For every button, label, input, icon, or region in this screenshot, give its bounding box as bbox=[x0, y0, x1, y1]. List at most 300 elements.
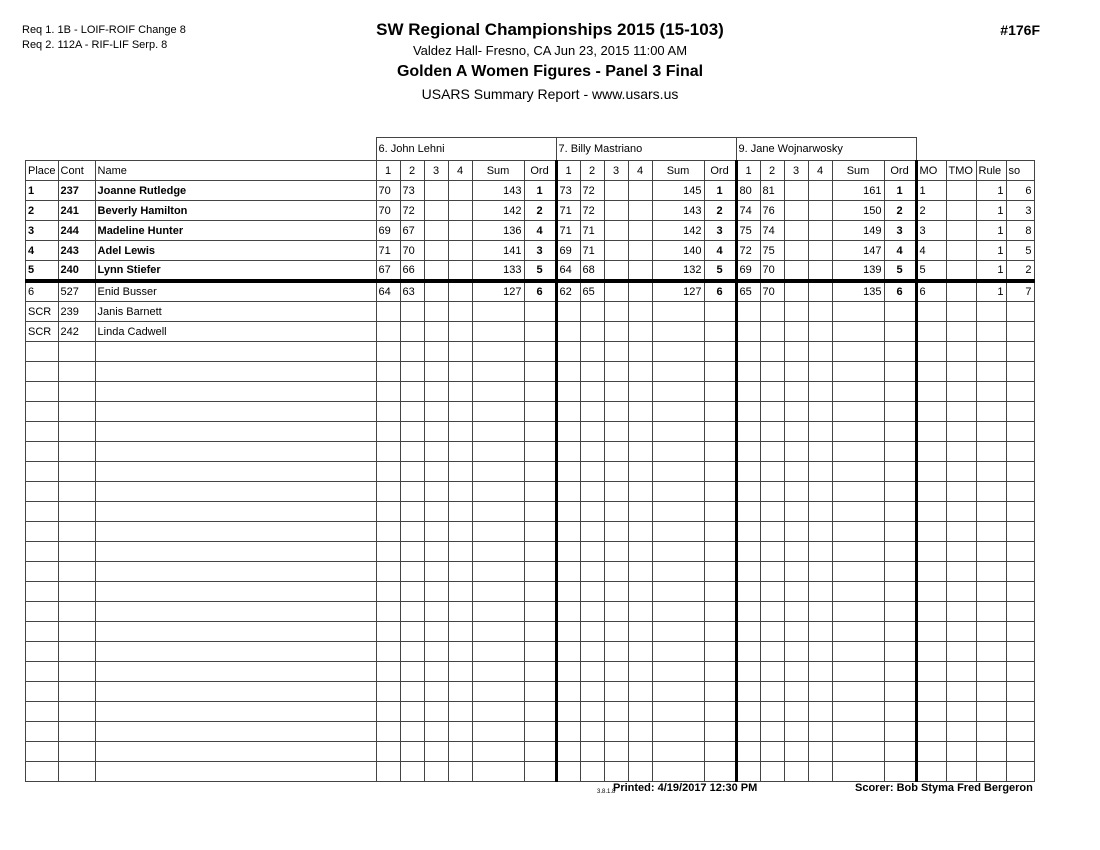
judge-name-header: 7. Billy Mastriano bbox=[556, 138, 736, 161]
cell-empty bbox=[376, 522, 400, 542]
cell-majority-ordinal: 1 bbox=[916, 181, 946, 201]
cell-empty bbox=[916, 442, 946, 462]
cell-score bbox=[760, 302, 784, 322]
cell-empty bbox=[628, 542, 652, 562]
cell-empty bbox=[26, 742, 59, 762]
cell-empty bbox=[95, 702, 376, 722]
cell-empty bbox=[26, 342, 59, 362]
cell-empty bbox=[376, 562, 400, 582]
cell-empty bbox=[95, 562, 376, 582]
cell-score bbox=[376, 302, 400, 322]
cell-empty bbox=[628, 582, 652, 602]
cell-empty bbox=[424, 762, 448, 782]
cell-empty bbox=[26, 362, 59, 382]
cell-empty bbox=[400, 662, 424, 682]
cell-empty bbox=[946, 642, 976, 662]
cell-empty bbox=[946, 502, 976, 522]
cell-tmo bbox=[946, 281, 976, 302]
cell-empty bbox=[736, 442, 760, 462]
cell-contestant-number: 237 bbox=[58, 181, 95, 201]
cell-empty bbox=[946, 562, 976, 582]
cell-empty bbox=[976, 462, 1006, 482]
cell-empty bbox=[976, 682, 1006, 702]
cell-sum: 133 bbox=[472, 261, 524, 282]
cell-empty bbox=[736, 362, 760, 382]
cell-empty bbox=[652, 562, 704, 582]
cell-empty bbox=[556, 622, 580, 642]
cell-contestant-number: 241 bbox=[58, 201, 95, 221]
cell-empty bbox=[704, 402, 736, 422]
cell-empty bbox=[448, 462, 472, 482]
cell-empty bbox=[652, 382, 704, 402]
cell-empty bbox=[784, 702, 808, 722]
cell-empty bbox=[58, 382, 95, 402]
cell-empty bbox=[424, 422, 448, 442]
table-row bbox=[26, 261, 1035, 282]
table-row bbox=[26, 281, 1035, 302]
cell-empty bbox=[58, 682, 95, 702]
cell-empty bbox=[976, 542, 1006, 562]
empty-table-row bbox=[26, 462, 1035, 482]
cell-empty bbox=[424, 402, 448, 422]
cell-empty bbox=[832, 682, 884, 702]
cell-empty bbox=[58, 582, 95, 602]
cell-empty bbox=[604, 742, 628, 762]
cell-empty bbox=[472, 642, 524, 662]
column-header: so bbox=[1006, 161, 1034, 181]
cell-skater-name: Janis Barnett bbox=[95, 302, 376, 322]
cell-empty bbox=[976, 482, 1006, 502]
cell-empty bbox=[784, 402, 808, 422]
cell-empty bbox=[832, 742, 884, 762]
cell-empty bbox=[784, 522, 808, 542]
cell-score bbox=[628, 221, 652, 241]
cell-empty bbox=[832, 722, 884, 742]
empty-table-row bbox=[26, 362, 1035, 382]
cell-empty bbox=[760, 762, 784, 782]
cell-empty bbox=[556, 602, 580, 622]
cell-empty bbox=[652, 722, 704, 742]
cell-skating-order: 2 bbox=[1006, 261, 1034, 282]
cell-empty bbox=[832, 482, 884, 502]
cell-empty bbox=[736, 482, 760, 502]
cell-score bbox=[424, 181, 448, 201]
cell-sum: 150 bbox=[832, 201, 884, 221]
cell-score bbox=[580, 302, 604, 322]
cell-empty bbox=[832, 642, 884, 662]
empty-table-row bbox=[26, 442, 1035, 462]
cell-skater-name: Joanne Rutledge bbox=[95, 181, 376, 201]
cell-empty bbox=[946, 382, 976, 402]
cell-empty bbox=[448, 622, 472, 642]
cell-empty bbox=[26, 562, 59, 582]
cell-empty bbox=[808, 502, 832, 522]
cell-empty bbox=[58, 482, 95, 502]
cell-score bbox=[604, 261, 628, 282]
cell-empty bbox=[400, 442, 424, 462]
cell-empty bbox=[580, 622, 604, 642]
cell-empty bbox=[946, 662, 976, 682]
cell-empty bbox=[58, 742, 95, 762]
cell-contestant-number: 243 bbox=[58, 241, 95, 261]
cell-empty bbox=[946, 702, 976, 722]
cell-tmo bbox=[946, 181, 976, 201]
cell-empty bbox=[524, 442, 556, 462]
cell-score bbox=[760, 322, 784, 342]
cell-empty bbox=[58, 662, 95, 682]
cell-score bbox=[604, 322, 628, 342]
cell-empty bbox=[884, 442, 916, 462]
empty-table-row bbox=[26, 542, 1035, 562]
cell-ordinal: 5 bbox=[884, 261, 916, 282]
cell-majority-ordinal: 4 bbox=[916, 241, 946, 261]
cell-empty bbox=[472, 622, 524, 642]
cell-empty bbox=[1006, 482, 1034, 502]
cell-empty bbox=[976, 522, 1006, 542]
cell-empty bbox=[95, 502, 376, 522]
cell-skater-name: Enid Busser bbox=[95, 281, 376, 302]
cell-score bbox=[604, 302, 628, 322]
cell-empty bbox=[400, 622, 424, 642]
empty-table-row bbox=[26, 762, 1035, 782]
cell-score bbox=[808, 201, 832, 221]
requirement-2: Req 2. 112A - RIF-LIF Serp. 8 bbox=[22, 39, 168, 51]
cell-empty bbox=[424, 722, 448, 742]
empty-table-row bbox=[26, 482, 1035, 502]
cell-empty bbox=[946, 422, 976, 442]
cell-skating-order bbox=[1006, 322, 1034, 342]
cell-empty bbox=[736, 582, 760, 602]
cell-empty bbox=[26, 542, 59, 562]
cell-empty bbox=[652, 442, 704, 462]
cell-empty bbox=[604, 542, 628, 562]
cell-empty bbox=[26, 522, 59, 542]
cell-empty bbox=[1006, 522, 1034, 542]
cell-empty bbox=[946, 442, 976, 462]
cell-empty bbox=[1006, 362, 1034, 382]
cell-ordinal bbox=[884, 302, 916, 322]
cell-tmo bbox=[946, 201, 976, 221]
empty-table-row bbox=[26, 642, 1035, 662]
cell-empty bbox=[26, 382, 59, 402]
cell-empty bbox=[884, 462, 916, 482]
cell-score bbox=[556, 322, 580, 342]
cell-empty bbox=[784, 422, 808, 442]
cell-rule: 1 bbox=[976, 181, 1006, 201]
cell-score bbox=[448, 181, 472, 201]
cell-empty bbox=[808, 702, 832, 722]
cell-sum: 145 bbox=[652, 181, 704, 201]
cell-empty bbox=[946, 602, 976, 622]
cell-empty bbox=[736, 402, 760, 422]
cell-empty bbox=[1006, 582, 1034, 602]
cell-empty bbox=[524, 342, 556, 362]
cell-score: 71 bbox=[580, 221, 604, 241]
cell-contestant-number: 244 bbox=[58, 221, 95, 241]
empty-table-row bbox=[26, 742, 1035, 762]
cell-ordinal: 3 bbox=[524, 241, 556, 261]
cell-sum bbox=[832, 302, 884, 322]
cell-skating-order bbox=[1006, 302, 1034, 322]
cell-empty bbox=[524, 642, 556, 662]
cell-empty bbox=[556, 642, 580, 662]
cell-empty bbox=[808, 522, 832, 542]
cell-empty bbox=[472, 722, 524, 742]
cell-empty bbox=[524, 542, 556, 562]
cell-empty bbox=[26, 422, 59, 442]
cell-empty bbox=[524, 462, 556, 482]
cell-empty bbox=[26, 462, 59, 482]
cell-empty bbox=[760, 602, 784, 622]
cell-empty bbox=[832, 342, 884, 362]
cell-empty bbox=[1006, 562, 1034, 582]
cell-empty bbox=[524, 682, 556, 702]
cell-empty bbox=[604, 482, 628, 502]
cell-place: 4 bbox=[26, 241, 59, 261]
empty-table-row bbox=[26, 702, 1035, 722]
cell-empty bbox=[760, 402, 784, 422]
empty-table-row bbox=[26, 722, 1035, 742]
cell-empty bbox=[604, 522, 628, 542]
column-header: TMO bbox=[946, 161, 976, 181]
cell-empty bbox=[448, 742, 472, 762]
cell-empty bbox=[26, 602, 59, 622]
cell-empty bbox=[26, 762, 59, 782]
cell-sum: 140 bbox=[652, 241, 704, 261]
cell-empty bbox=[524, 422, 556, 442]
cell-empty bbox=[784, 562, 808, 582]
cell-empty bbox=[556, 442, 580, 462]
cell-empty bbox=[976, 422, 1006, 442]
column-header: 1 bbox=[736, 161, 760, 181]
cell-empty bbox=[556, 562, 580, 582]
cell-score bbox=[448, 261, 472, 282]
column-header-row bbox=[26, 161, 1035, 181]
cell-empty bbox=[472, 522, 524, 542]
cell-empty bbox=[472, 362, 524, 382]
cell-score: 74 bbox=[736, 201, 760, 221]
cell-sum bbox=[832, 322, 884, 342]
cell-empty bbox=[628, 702, 652, 722]
cell-sum: 136 bbox=[472, 221, 524, 241]
cell-sum: 149 bbox=[832, 221, 884, 241]
cell-empty bbox=[95, 442, 376, 462]
cell-sum: 161 bbox=[832, 181, 884, 201]
cell-score: 76 bbox=[760, 201, 784, 221]
cell-score bbox=[628, 181, 652, 201]
cell-empty bbox=[472, 462, 524, 482]
cell-empty bbox=[1006, 682, 1034, 702]
cell-empty bbox=[916, 622, 946, 642]
cell-score bbox=[784, 201, 808, 221]
cell-empty bbox=[376, 482, 400, 502]
cell-empty bbox=[884, 422, 916, 442]
cell-empty bbox=[472, 762, 524, 782]
cell-empty bbox=[1006, 602, 1034, 622]
cell-empty bbox=[26, 622, 59, 642]
cell-empty bbox=[946, 742, 976, 762]
cell-score: 72 bbox=[580, 181, 604, 201]
cell-empty bbox=[760, 622, 784, 642]
cell-score: 66 bbox=[400, 261, 424, 282]
software-version: 3.8.1.8 bbox=[597, 789, 616, 795]
cell-empty bbox=[376, 542, 400, 562]
cell-empty bbox=[784, 342, 808, 362]
cell-score bbox=[784, 302, 808, 322]
cell-empty bbox=[832, 562, 884, 582]
cell-empty bbox=[604, 422, 628, 442]
cell-empty bbox=[1006, 502, 1034, 522]
cell-empty bbox=[556, 342, 580, 362]
cell-empty bbox=[400, 402, 424, 422]
cell-empty bbox=[884, 562, 916, 582]
cell-empty bbox=[556, 702, 580, 722]
cell-empty bbox=[524, 602, 556, 622]
cell-empty bbox=[784, 382, 808, 402]
cell-empty bbox=[424, 602, 448, 622]
cell-ordinal: 6 bbox=[704, 281, 736, 302]
cell-score bbox=[448, 241, 472, 261]
cell-empty bbox=[524, 362, 556, 382]
cell-score bbox=[628, 281, 652, 302]
cell-score bbox=[400, 302, 424, 322]
cell-empty bbox=[524, 582, 556, 602]
cell-empty bbox=[376, 442, 400, 462]
cell-empty bbox=[448, 362, 472, 382]
event-title: Golden A Women Figures - Panel 3 Final bbox=[396, 63, 704, 80]
cell-empty bbox=[376, 602, 400, 622]
cell-empty bbox=[736, 642, 760, 662]
cell-empty bbox=[628, 762, 652, 782]
cell-empty bbox=[376, 422, 400, 442]
cell-empty bbox=[472, 562, 524, 582]
cell-empty bbox=[628, 602, 652, 622]
cell-ordinal: 6 bbox=[884, 281, 916, 302]
cell-empty bbox=[884, 402, 916, 422]
cell-empty bbox=[1006, 342, 1034, 362]
cell-score: 72 bbox=[736, 241, 760, 261]
cell-empty bbox=[472, 482, 524, 502]
cell-empty bbox=[704, 342, 736, 362]
cell-sum: 147 bbox=[832, 241, 884, 261]
cell-empty bbox=[736, 382, 760, 402]
cell-empty bbox=[808, 342, 832, 362]
cell-empty bbox=[604, 682, 628, 702]
cell-empty bbox=[95, 362, 376, 382]
cell-empty bbox=[784, 742, 808, 762]
cell-score bbox=[808, 221, 832, 241]
cell-ordinal: 1 bbox=[884, 181, 916, 201]
cell-empty bbox=[26, 682, 59, 702]
cell-empty bbox=[736, 502, 760, 522]
cell-empty bbox=[424, 682, 448, 702]
cell-empty bbox=[884, 522, 916, 542]
empty-table-row bbox=[26, 562, 1035, 582]
cell-sum bbox=[652, 322, 704, 342]
column-header: Cont bbox=[58, 161, 95, 181]
cell-empty bbox=[808, 762, 832, 782]
cell-empty bbox=[1006, 742, 1034, 762]
cell-ordinal: 3 bbox=[704, 221, 736, 241]
cell-empty bbox=[424, 462, 448, 482]
cell-empty bbox=[808, 382, 832, 402]
cell-empty bbox=[946, 542, 976, 562]
cell-empty bbox=[1006, 422, 1034, 442]
cell-empty bbox=[760, 362, 784, 382]
cell-empty bbox=[1006, 382, 1034, 402]
cell-empty bbox=[524, 762, 556, 782]
cell-score bbox=[808, 241, 832, 261]
requirement-1: Req 1. 1B - LOIF-ROIF Change 8 bbox=[22, 24, 186, 36]
cell-empty bbox=[832, 462, 884, 482]
cell-empty bbox=[1006, 762, 1034, 782]
column-header: Sum bbox=[652, 161, 704, 181]
cell-sum bbox=[652, 302, 704, 322]
cell-score: 68 bbox=[580, 261, 604, 282]
empty-table-row bbox=[26, 422, 1035, 442]
cell-empty bbox=[808, 482, 832, 502]
cell-empty bbox=[704, 722, 736, 742]
cell-empty bbox=[976, 582, 1006, 602]
scorer-line: Scorer: Bob Styma Fred Bergeron bbox=[855, 782, 1033, 794]
cell-empty bbox=[376, 382, 400, 402]
column-header: 3 bbox=[424, 161, 448, 181]
cell-score bbox=[808, 261, 832, 282]
cell-empty bbox=[556, 382, 580, 402]
column-header: Place bbox=[26, 161, 59, 181]
cell-empty bbox=[704, 682, 736, 702]
cell-empty bbox=[628, 522, 652, 542]
cell-empty bbox=[400, 542, 424, 562]
cell-rule: 1 bbox=[976, 281, 1006, 302]
cell-empty bbox=[976, 502, 1006, 522]
cell-score: 73 bbox=[400, 181, 424, 201]
cell-score bbox=[580, 322, 604, 342]
cell-place: SCR bbox=[26, 302, 59, 322]
cell-sum: 132 bbox=[652, 261, 704, 282]
column-header: 4 bbox=[808, 161, 832, 181]
cell-empty bbox=[628, 382, 652, 402]
cell-empty bbox=[760, 742, 784, 762]
cell-empty bbox=[760, 422, 784, 442]
cell-score: 80 bbox=[736, 181, 760, 201]
cell-score: 72 bbox=[400, 201, 424, 221]
cell-score bbox=[628, 201, 652, 221]
cell-empty bbox=[524, 562, 556, 582]
cell-empty bbox=[472, 542, 524, 562]
cell-empty bbox=[580, 742, 604, 762]
cell-empty bbox=[26, 482, 59, 502]
cell-empty bbox=[400, 602, 424, 622]
cell-empty bbox=[424, 622, 448, 642]
cell-score: 67 bbox=[400, 221, 424, 241]
cell-empty bbox=[704, 662, 736, 682]
cell-empty bbox=[424, 662, 448, 682]
cell-score: 65 bbox=[736, 281, 760, 302]
column-header: Sum bbox=[472, 161, 524, 181]
cell-empty bbox=[26, 702, 59, 722]
cell-empty bbox=[58, 402, 95, 422]
cell-score: 71 bbox=[556, 221, 580, 241]
cell-empty bbox=[604, 602, 628, 622]
cell-empty bbox=[736, 462, 760, 482]
cell-empty bbox=[376, 462, 400, 482]
cell-empty bbox=[652, 762, 704, 782]
cell-empty bbox=[400, 382, 424, 402]
cell-empty bbox=[736, 562, 760, 582]
cell-empty bbox=[808, 542, 832, 562]
cell-skating-order: 8 bbox=[1006, 221, 1034, 241]
